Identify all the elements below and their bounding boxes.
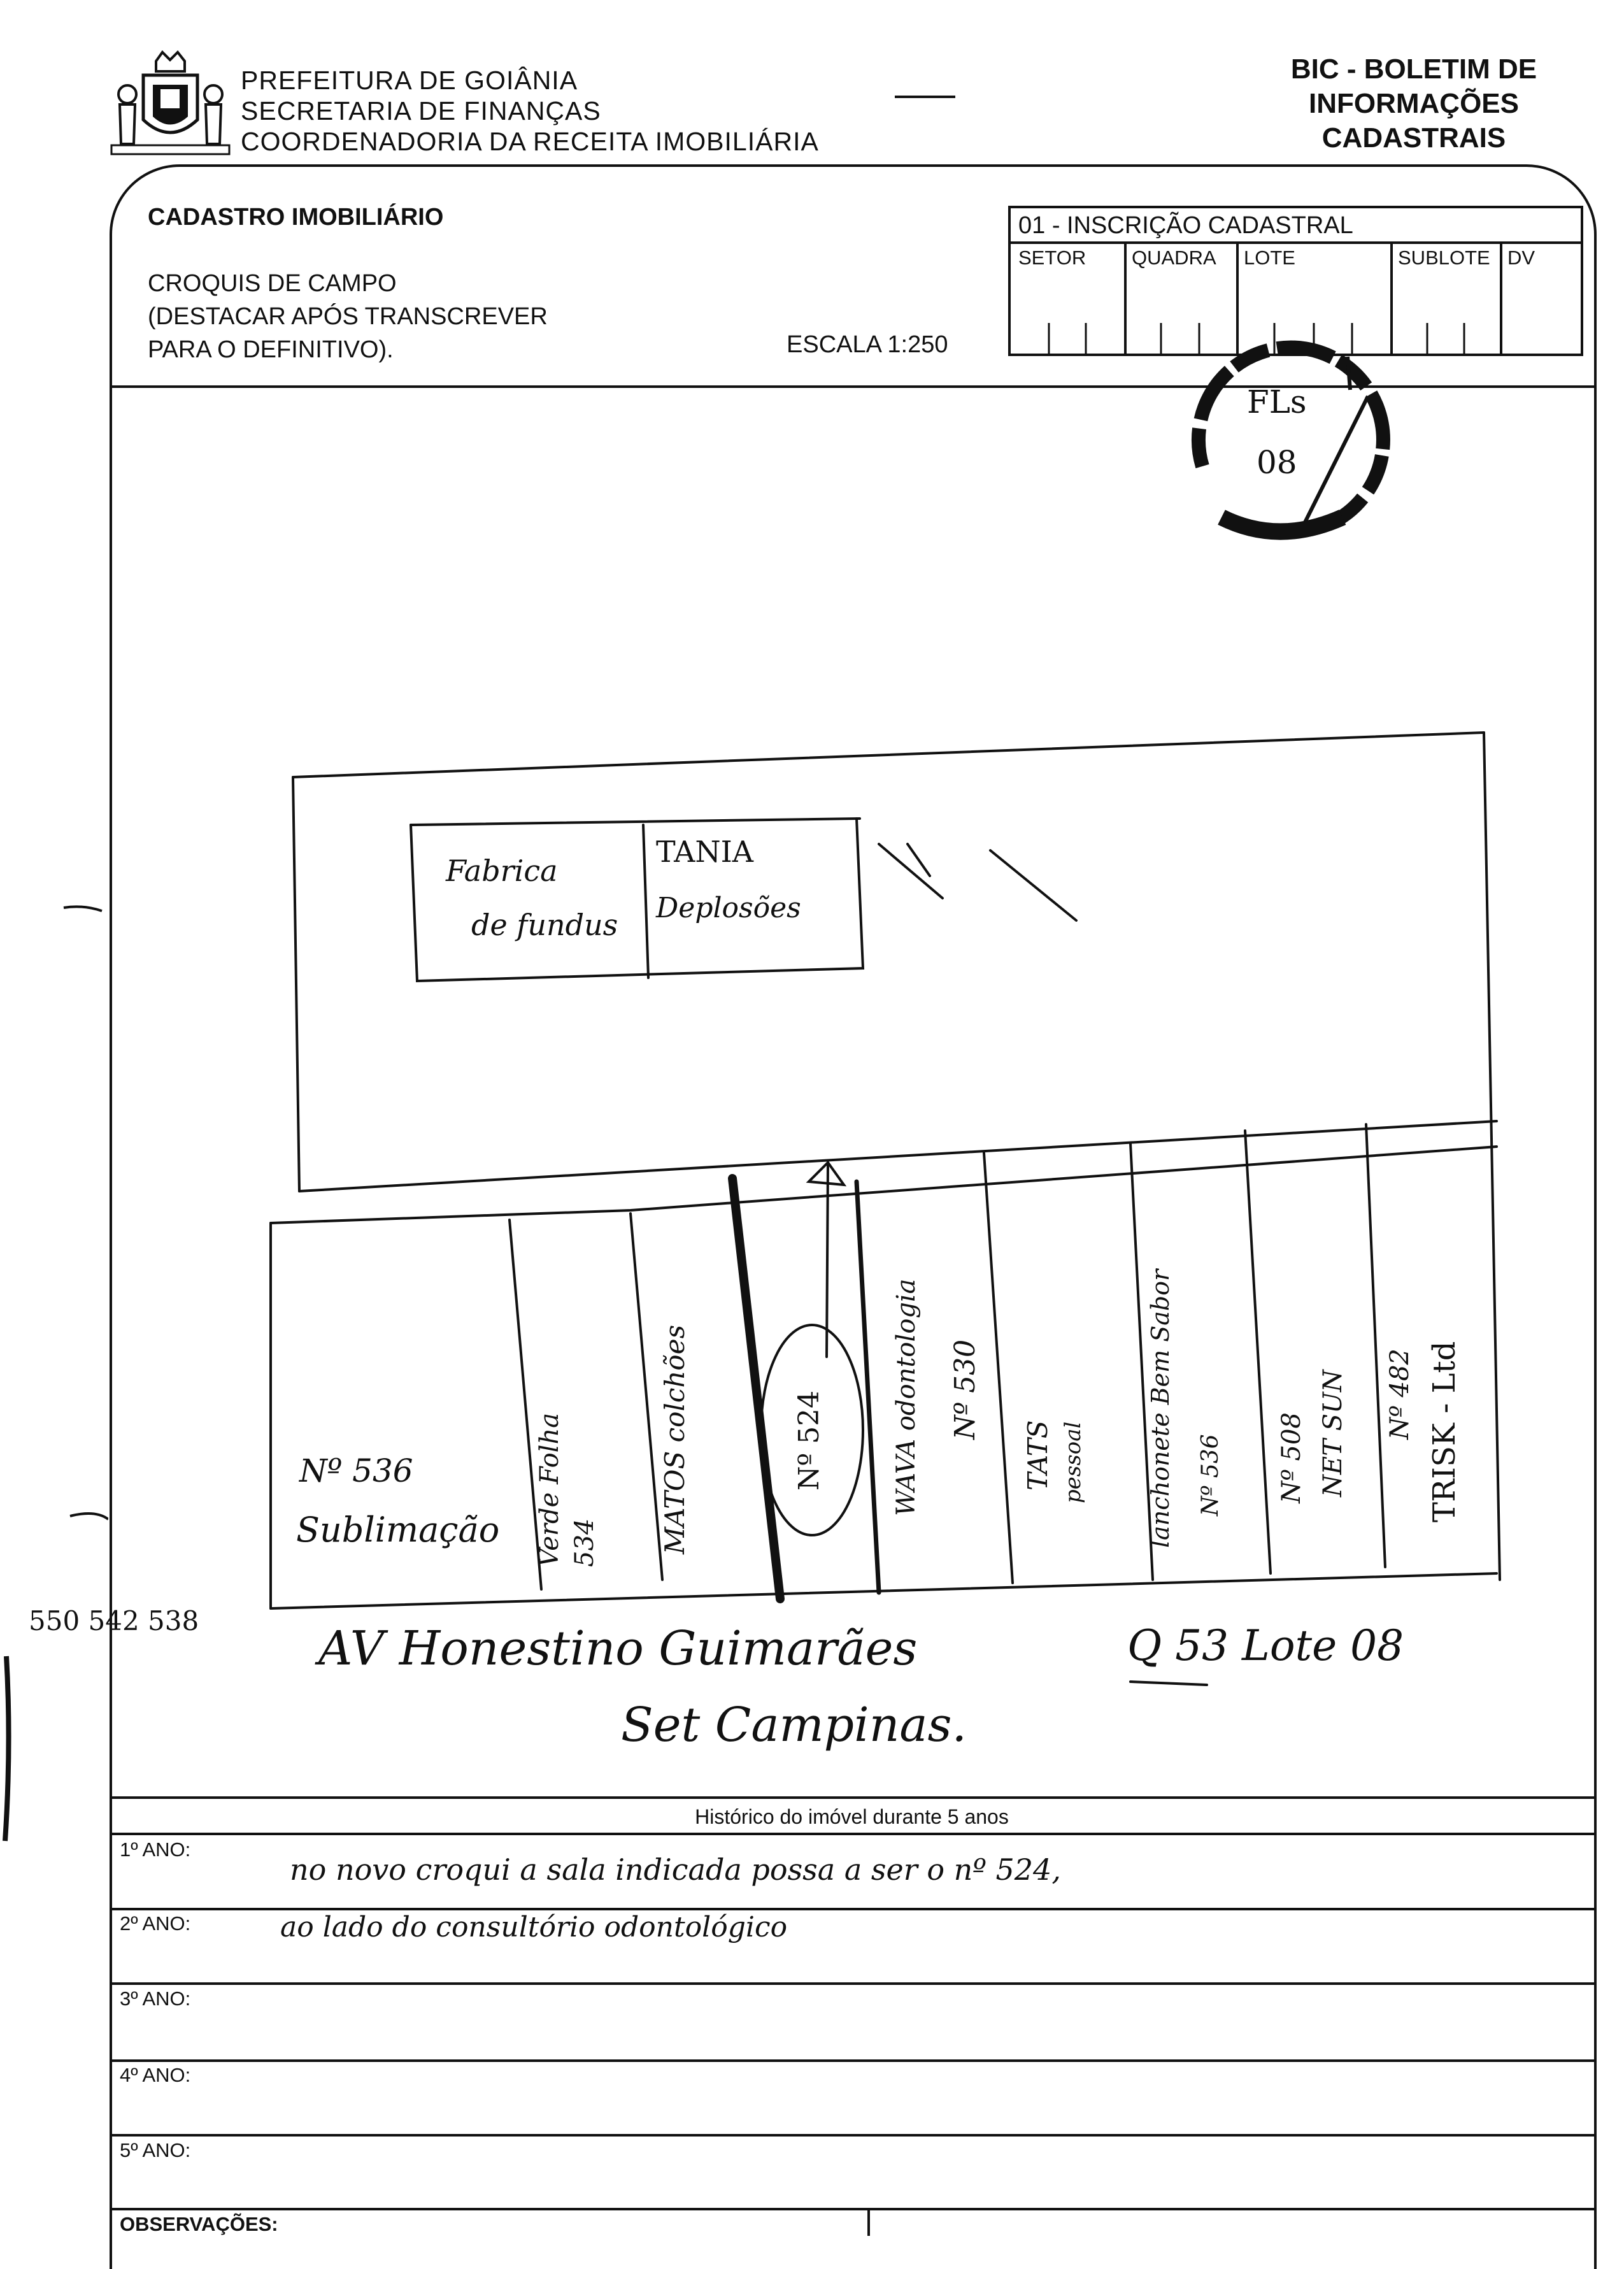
- section-title: CADASTRO IMOBILIÁRIO: [148, 204, 444, 231]
- ano-4-label: 4º ANO:: [120, 2064, 191, 2086]
- ano-3-label: 3º ANO:: [120, 1987, 191, 2010]
- lot-tats-name: TATS: [1022, 1420, 1053, 1491]
- lot-wava-name: WAVA odontologia: [892, 1278, 921, 1516]
- setor-name: Set Campinas.: [621, 1698, 967, 1752]
- lot-lanchonete-number: Nº 536: [1197, 1434, 1223, 1516]
- lot-lanchonete-name: lanchonete Bem Sabor: [1146, 1269, 1174, 1548]
- lot-536-name: Sublimação: [296, 1510, 500, 1550]
- col-setor: SETOR: [1018, 247, 1086, 269]
- lot-534-name: Verde Folha: [535, 1412, 564, 1567]
- lot-tats-sub: pessoal: [1060, 1421, 1086, 1503]
- ano-2-label: 2º ANO:: [120, 1912, 191, 1935]
- lot-530-number: Nº 530: [949, 1339, 981, 1440]
- croquis-line2: (DESTACAR APÓS TRANSCREVER: [148, 303, 548, 330]
- ano-2-text: ao lado do consultório odontológico: [280, 1911, 788, 1943]
- inscricao-title: 01 - INSCRIÇÃO CADASTRAL: [1018, 212, 1353, 239]
- lot-536-number: Nº 536: [299, 1452, 413, 1489]
- ano-1-label: 1º ANO:: [120, 1838, 191, 1861]
- scan-margin-marks: [0, 0, 108, 2236]
- lot-482-number: Nº 482: [1385, 1349, 1414, 1440]
- margin-numbers: 550 542 538: [29, 1605, 199, 1636]
- croquis-line3: PARA O DEFINITIVO).: [148, 336, 394, 363]
- scale-label: ESCALA 1:250: [787, 331, 948, 358]
- top-lot-2-line1: TANIA: [656, 834, 754, 869]
- lot-524-number: Nº 524: [793, 1390, 825, 1491]
- ano-5-label: 5º ANO:: [120, 2139, 191, 2161]
- lot-netsun-name: NET SUN: [1318, 1370, 1348, 1497]
- stamp-number: 08: [1257, 444, 1297, 481]
- observacoes-label: OBSERVAÇÕES:: [120, 2213, 278, 2235]
- bic-title-line1: BIC - BOLETIM DE: [1290, 54, 1537, 85]
- col-sublote: SUBLOTE: [1398, 247, 1490, 269]
- top-lot-1-line1: Fabrica: [446, 854, 558, 888]
- street-name: AV Honestino Guimarães: [318, 1621, 918, 1676]
- croquis-line1: CROQUIS DE CAMPO: [148, 270, 397, 297]
- top-lot-2-line2: Deplosões: [656, 892, 801, 924]
- lot-508-number: Nº 508: [1277, 1412, 1306, 1503]
- historico-title: Histórico do imóvel durante 5 anos: [695, 1805, 1009, 1828]
- stamp-fls: FLs: [1247, 383, 1307, 420]
- org-line-coordenadoria: COORDENADORIA DA RECEITA IMOBILIÁRIA: [241, 127, 819, 156]
- ano-1-text: no novo croqui a sala indicada possa a ser o nº 524,: [290, 1852, 1061, 1887]
- lot-534-number: 534: [570, 1518, 599, 1567]
- top-lot-1-line2: de fundus: [471, 908, 618, 942]
- col-dv: DV: [1507, 247, 1535, 269]
- lot-trisk-name: TRISK - Ltd: [1427, 1341, 1462, 1522]
- col-quadra: QUADRA: [1132, 247, 1216, 269]
- org-line-prefeitura: PREFEITURA DE GOIÂNIA: [241, 66, 578, 95]
- bic-title-line2: INFORMAÇÕES CADASTRAIS: [1309, 88, 1519, 154]
- col-lote: LOTE: [1244, 247, 1295, 269]
- org-line-secretaria: SECRETARIA DE FINANÇAS: [241, 96, 601, 125]
- quadra-lote-ref: Q 53 Lote 08: [1127, 1621, 1404, 1670]
- lot-matos-name: MATOS colchões: [659, 1324, 690, 1554]
